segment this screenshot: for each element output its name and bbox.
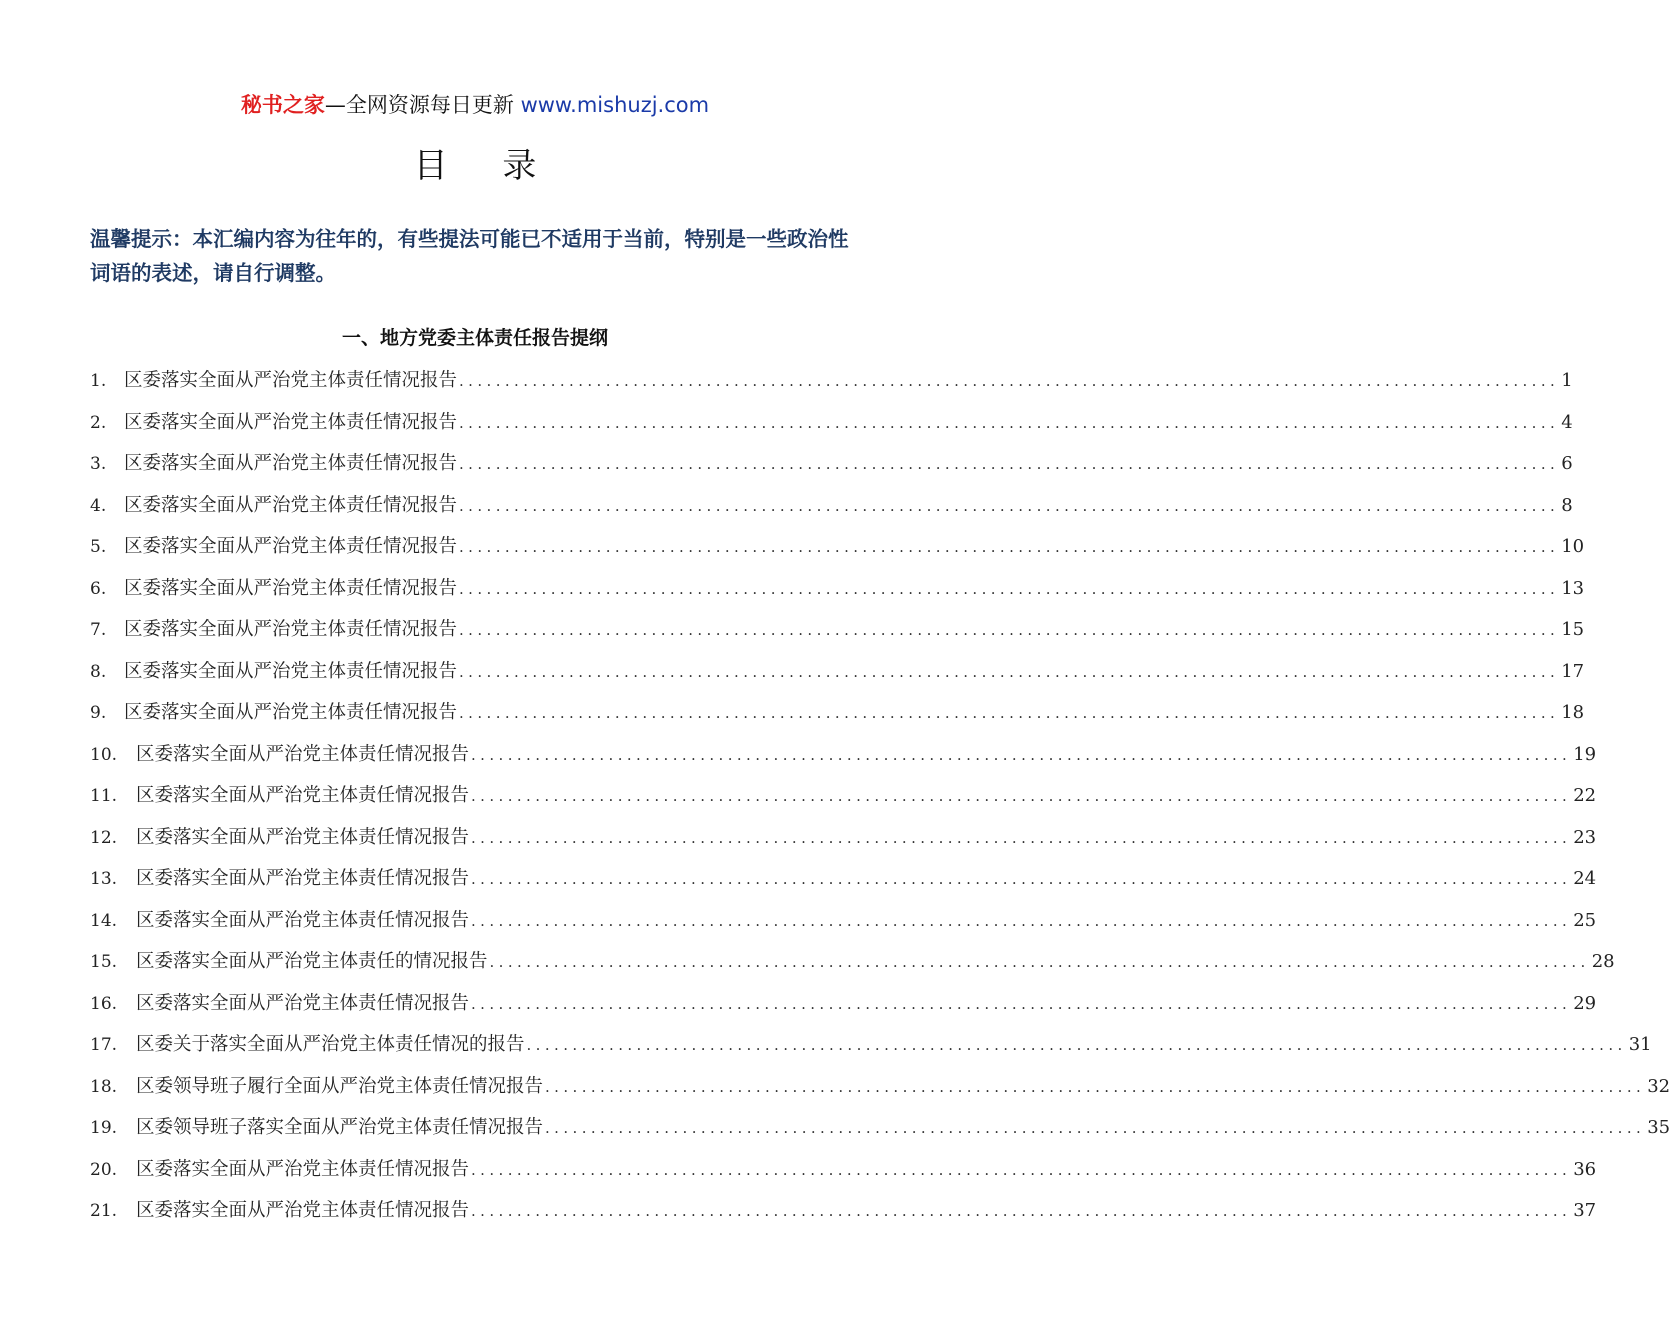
toc-leader-dots: ........................................................................................................................: [471, 870, 1572, 888]
toc-entry-page[interactable]: 35: [1647, 1117, 1670, 1138]
toc-entry-number: 13.: [90, 869, 118, 889]
toc-entry-number: 8.: [90, 661, 107, 682]
toc-entry[interactable]: [90, 858, 1597, 900]
toc-entry[interactable]: [90, 734, 1597, 776]
toc-leader-dots: ........................................................................................................................: [471, 911, 1572, 930]
toc-entry-page[interactable]: 37: [1573, 1200, 1597, 1221]
toc-entry-page[interactable]: 13: [1561, 577, 1585, 599]
toc-entry-title[interactable]: 区委落实全面从严治党主体责任情况报告: [136, 826, 470, 848]
toc-entry-number: 6.: [90, 578, 107, 599]
toc-entry-number: 14.: [90, 910, 118, 931]
toc-entry[interactable]: [90, 651, 1585, 693]
toc-leader-dots: ........................................................................................................................: [459, 538, 1560, 556]
toc-entry-number: 19.: [90, 1118, 118, 1138]
toc-leader-dots: ........................................................................................................................: [459, 455, 1560, 473]
toc-entry-number: 12.: [90, 827, 118, 848]
toc-entry-page[interactable]: 4: [1561, 411, 1573, 433]
toc-leader-dots: ........................................................................................................................: [471, 787, 1572, 805]
toc-entry-title[interactable]: 区委落实全面从严治党主体责任情况报告: [136, 1200, 470, 1221]
toc-entry-title[interactable]: 区委落实全面从严治党主体责任情况报告: [124, 494, 458, 516]
toc-entry-title[interactable]: 区委落实全面从严治党主体责任情况报告: [124, 577, 458, 599]
toc-entry-page[interactable]: 36: [1573, 1158, 1597, 1180]
toc-entry-number: 11.: [90, 786, 118, 806]
toc-entry-title[interactable]: 区委落实全面从严治党主体责任情况报告: [136, 992, 470, 1014]
toc-entry-page[interactable]: 25: [1573, 909, 1597, 931]
toc-entry-page[interactable]: 6: [1561, 453, 1573, 474]
toc-entry-title[interactable]: 区委落实全面从严治党主体责任情况报告: [124, 702, 458, 723]
brand-name: 秘书之家: [240, 93, 325, 117]
toc-leader-dots: ........................................................................................................................: [471, 994, 1572, 1013]
toc-entry[interactable]: [90, 609, 1585, 651]
toc-leader-dots: ........................................................................................................................: [459, 579, 1560, 598]
toc-entry-page[interactable]: 28: [1591, 951, 1615, 972]
toc-entry[interactable]: [90, 775, 1597, 817]
toc-leader-dots: ........................................................................................................................: [459, 413, 1560, 432]
toc-entry-page[interactable]: 8: [1561, 494, 1573, 516]
toc-entry-number: 4.: [90, 495, 107, 516]
toc-entry-number: 7.: [90, 620, 107, 640]
toc-entry-page[interactable]: 15: [1561, 619, 1585, 640]
toc-leader-dots: ........................................................................................................................: [459, 704, 1560, 722]
toc-entry-number: 15.: [90, 952, 118, 972]
toc-entry[interactable]: [90, 402, 1573, 444]
toc-entry-title[interactable]: 区委落实全面从严治党主体责任情况报告: [124, 619, 458, 640]
toc-leader-dots: ........................................................................................................................: [545, 1077, 1646, 1096]
toc-leader-dots: ........................................................................................................................: [459, 621, 1560, 639]
toc-entry-number: 2.: [90, 412, 107, 433]
toc-entry[interactable]: [90, 568, 1585, 610]
toc-entry-title[interactable]: 区委关于落实全面从严治党主体责任情况的报告: [136, 1034, 525, 1055]
toc-entry-title[interactable]: 区委落实全面从严治党主体责任情况报告: [124, 536, 458, 557]
toc-leader-dots: ........................................................................................................................: [526, 1036, 1627, 1054]
toc-entry[interactable]: [90, 526, 1585, 568]
toc-entry[interactable]: [90, 941, 1615, 983]
toc-leader-dots: ........................................................................................................................: [471, 745, 1572, 764]
toc-entry[interactable]: [90, 1190, 1597, 1232]
toc-entry[interactable]: [90, 1107, 1670, 1149]
toc-entry-number: 3.: [90, 454, 107, 474]
toc-entry-title[interactable]: 区委落实全面从严治党主体责任情况报告: [136, 868, 470, 889]
toc-entry-title[interactable]: 区委落实全面从严治党主体责任情况报告: [124, 453, 458, 474]
toc-entry-number: 18.: [90, 1076, 118, 1097]
table-of-contents: [90, 360, 1670, 1232]
toc-entry[interactable]: [90, 1066, 1670, 1108]
toc-entry-number: 20.: [90, 1159, 118, 1180]
toc-entry-number: 9.: [90, 703, 107, 723]
toc-entry-title[interactable]: 区委落实全面从严治党主体责任情况报告: [124, 660, 458, 682]
toc-entry[interactable]: [90, 692, 1585, 734]
site-banner: [0, 88, 950, 122]
toc-entry-title[interactable]: 区委落实全面从严治党主体责任情况报告: [136, 785, 470, 806]
toc-entry-title[interactable]: 区委落实全面从严治党主体责任情况报告: [136, 909, 470, 931]
banner-slogan: —全网资源每日更新: [324, 93, 521, 117]
toc-entry[interactable]: [90, 443, 1573, 485]
toc-entry-number: 10.: [90, 744, 118, 765]
toc-entry-title[interactable]: 区委领导班子落实全面从严治党主体责任情况报告: [136, 1117, 544, 1138]
toc-entry-page[interactable]: 22: [1573, 785, 1597, 806]
toc-entry-page[interactable]: 23: [1573, 826, 1597, 848]
toc-entry-number: 1.: [90, 371, 107, 391]
toc-entry-page[interactable]: 29: [1573, 992, 1597, 1014]
toc-entry-number: 5.: [90, 537, 107, 557]
toc-entry-page[interactable]: 32: [1647, 1075, 1670, 1097]
toc-entry[interactable]: [90, 817, 1597, 859]
toc-entry-page[interactable]: 31: [1628, 1034, 1652, 1055]
section-heading: 一、地方党委主体责任报告提纲: [341, 327, 608, 349]
toc-entry-page[interactable]: 10: [1561, 536, 1585, 557]
toc-entry-title[interactable]: 区委落实全面从严治党主体责任情况报告: [124, 370, 458, 391]
toc-entry-title[interactable]: 区委落实全面从严治党主体责任情况报告: [136, 743, 470, 765]
toc-entry[interactable]: [90, 485, 1573, 527]
toc-entry-page[interactable]: 19: [1573, 743, 1597, 765]
toc-leader-dots: ........................................................................................................................: [471, 1202, 1572, 1220]
toc-entry-page[interactable]: 24: [1573, 868, 1597, 889]
toc-entry-title[interactable]: 区委领导班子履行全面从严治党主体责任情况报告: [136, 1075, 544, 1097]
toc-entry[interactable]: [90, 360, 1573, 402]
toc-entry-page[interactable]: 17: [1561, 660, 1585, 682]
toc-entry[interactable]: [90, 900, 1597, 942]
toc-entry[interactable]: [90, 1024, 1652, 1066]
toc-entry-title[interactable]: 区委落实全面从严治党主体责任情况报告: [136, 1158, 470, 1180]
toc-entry-title[interactable]: 区委落实全面从严治党主体责任的情况报告: [136, 951, 488, 972]
page-title: 目 录: [413, 146, 559, 186]
toc-entry-number: 16.: [90, 993, 118, 1014]
toc-entry-page[interactable]: 18: [1561, 702, 1585, 723]
toc-entry-number: 21.: [90, 1201, 118, 1221]
toc-entry-number: 17.: [90, 1035, 118, 1055]
toc-entry[interactable]: [90, 983, 1597, 1025]
toc-leader-dots: ........................................................................................................................: [545, 1119, 1646, 1137]
toc-leader-dots: ........................................................................................................................: [471, 828, 1572, 847]
notice-text: 温馨提示：本汇编内容为往年的，有些提法可能已不适用于当前，特别是一些政治性词语的表述，请自行调整。: [90, 227, 849, 285]
toc-leader-dots: ........................................................................................................................: [459, 662, 1560, 681]
toc-entry-page[interactable]: 1: [1561, 370, 1573, 391]
toc-leader-dots: ........................................................................................................................: [471, 1160, 1572, 1179]
toc-entry[interactable]: [90, 1149, 1597, 1191]
toc-entry-title[interactable]: 区委落实全面从严治党主体责任情况报告: [124, 411, 458, 433]
toc-leader-dots: ........................................................................................................................: [489, 953, 1590, 971]
toc-leader-dots: ........................................................................................................................: [459, 496, 1560, 515]
site-url-link[interactable]: www.mishuzj.com: [520, 93, 710, 117]
toc-leader-dots: ........................................................................................................................: [459, 372, 1560, 390]
